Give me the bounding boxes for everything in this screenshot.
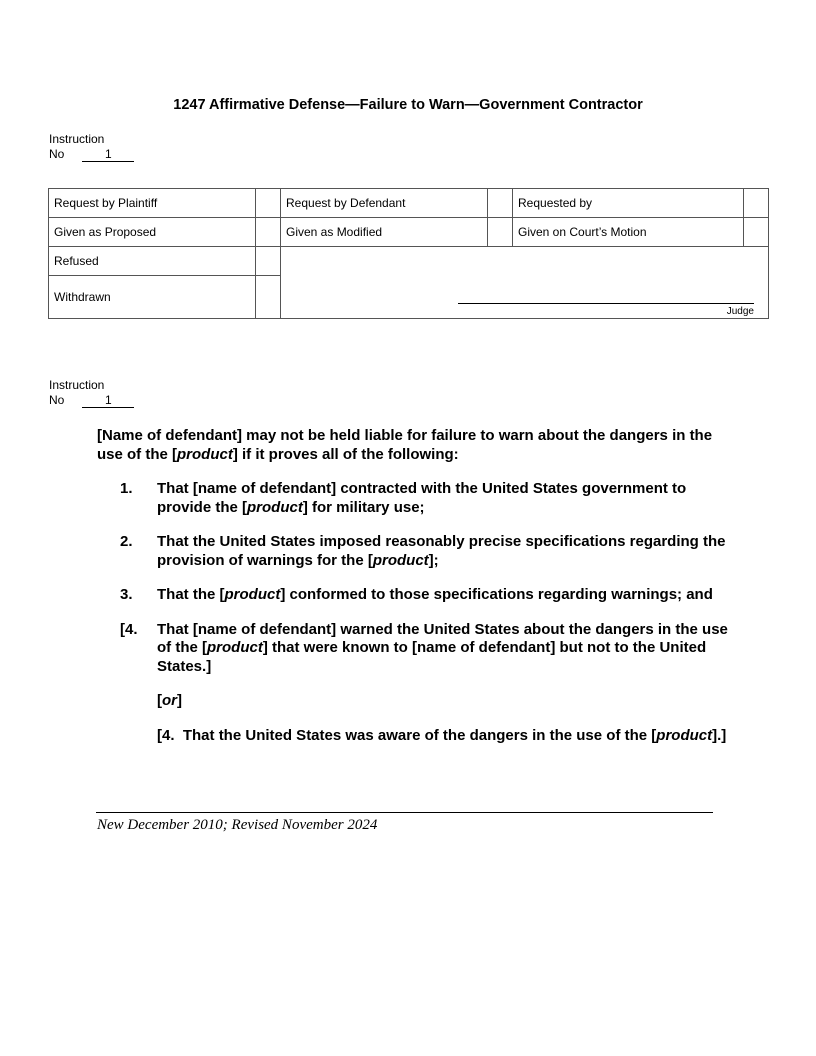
instruction-no-value: 1 <box>82 394 134 408</box>
or-bracket-open: [ <box>157 692 162 709</box>
item-text: That the United States was aware of the dangers in the use of the [ <box>182 726 657 744</box>
given-modified-label: Given as Modified <box>281 218 488 247</box>
given-proposed-box[interactable] <box>256 218 281 247</box>
judge-signature-area <box>281 247 769 319</box>
page-title: 1247 Affirmative Defense—Failure to Warn—Government Contractor <box>173 97 643 113</box>
or-separator <box>120 692 740 711</box>
item-product: product <box>224 586 281 603</box>
requested-by-box[interactable] <box>744 189 769 218</box>
no-label: No <box>49 392 65 407</box>
given-court-label: Given on Court’s Motion <box>513 218 744 247</box>
instruction-number-top <box>49 132 134 162</box>
item-text: That [name of defendant] contracted with the United States government to provide the [ <box>157 480 687 516</box>
item-number: 2. <box>120 533 133 550</box>
refused-box[interactable] <box>256 247 281 276</box>
request-defendant-label: Request by Defendant <box>281 189 488 218</box>
item-number: 3. <box>120 586 133 603</box>
item-text-end: ]; <box>428 551 439 569</box>
requested-by-label: Requested by <box>513 189 744 218</box>
list-item <box>120 480 740 517</box>
item-text: That [name of defendant] warned the United States about the dangers in the use of the [ <box>157 620 728 656</box>
item-number: [4. <box>120 620 138 638</box>
refused-label: Refused <box>49 247 256 276</box>
given-modified-box[interactable] <box>488 218 513 247</box>
intro-text: [Name of defendant] may not be held liable for failure to warn about the dangers in the use of the [ <box>97 427 713 463</box>
given-proposed-label: Given as Proposed <box>49 218 256 247</box>
judge-signature-line[interactable] <box>458 303 754 304</box>
item-product: product <box>247 498 303 516</box>
request-plaintiff-box[interactable] <box>256 189 281 218</box>
given-court-box[interactable] <box>744 218 769 247</box>
item-number: [4. <box>157 726 175 744</box>
footer-divider <box>96 812 713 813</box>
elements-list <box>120 480 740 761</box>
instruction-no-value: 1 <box>82 148 134 162</box>
item-text-end: ].] <box>712 726 727 744</box>
item-text: That the United States imposed reasonably precise specifications regarding the provision of warnings for the [ <box>157 533 726 569</box>
or-bracket-close: ] <box>177 692 182 709</box>
withdrawn-box[interactable] <box>256 276 281 319</box>
request-defendant-box[interactable] <box>488 189 513 218</box>
or-text: or <box>162 692 177 709</box>
list-item <box>120 533 740 570</box>
instruction-label: Instruction <box>49 132 105 146</box>
list-item <box>120 727 740 746</box>
item-number: 1. <box>120 480 133 497</box>
item-product: product <box>656 726 713 744</box>
request-table <box>48 188 769 319</box>
instruction-number-bottom <box>49 378 134 408</box>
no-label: No <box>49 146 65 161</box>
withdrawn-label: Withdrawn <box>49 276 256 319</box>
item-product: product <box>207 639 263 656</box>
judge-label: Judge <box>726 306 754 317</box>
instruction-intro <box>97 427 737 464</box>
revision-history: New December 2010; Revised November 2024 <box>97 817 378 833</box>
instruction-label: Instruction <box>49 378 105 392</box>
item-text-end: ] conformed to those specifications regarding warnings; and <box>280 586 713 603</box>
item-text-end: ] that were known to [name of defendant] but not to the United States.] <box>157 639 707 675</box>
intro-product: product <box>177 445 233 463</box>
item-text-end: ] for military use; <box>302 498 425 516</box>
item-text: That the [ <box>157 586 225 603</box>
list-item <box>120 586 740 605</box>
item-product: product <box>372 551 429 569</box>
intro-text-end: ] if it proves all of the following: <box>232 445 459 463</box>
list-item <box>120 621 740 677</box>
request-plaintiff-label: Request by Plaintiff <box>49 189 256 218</box>
